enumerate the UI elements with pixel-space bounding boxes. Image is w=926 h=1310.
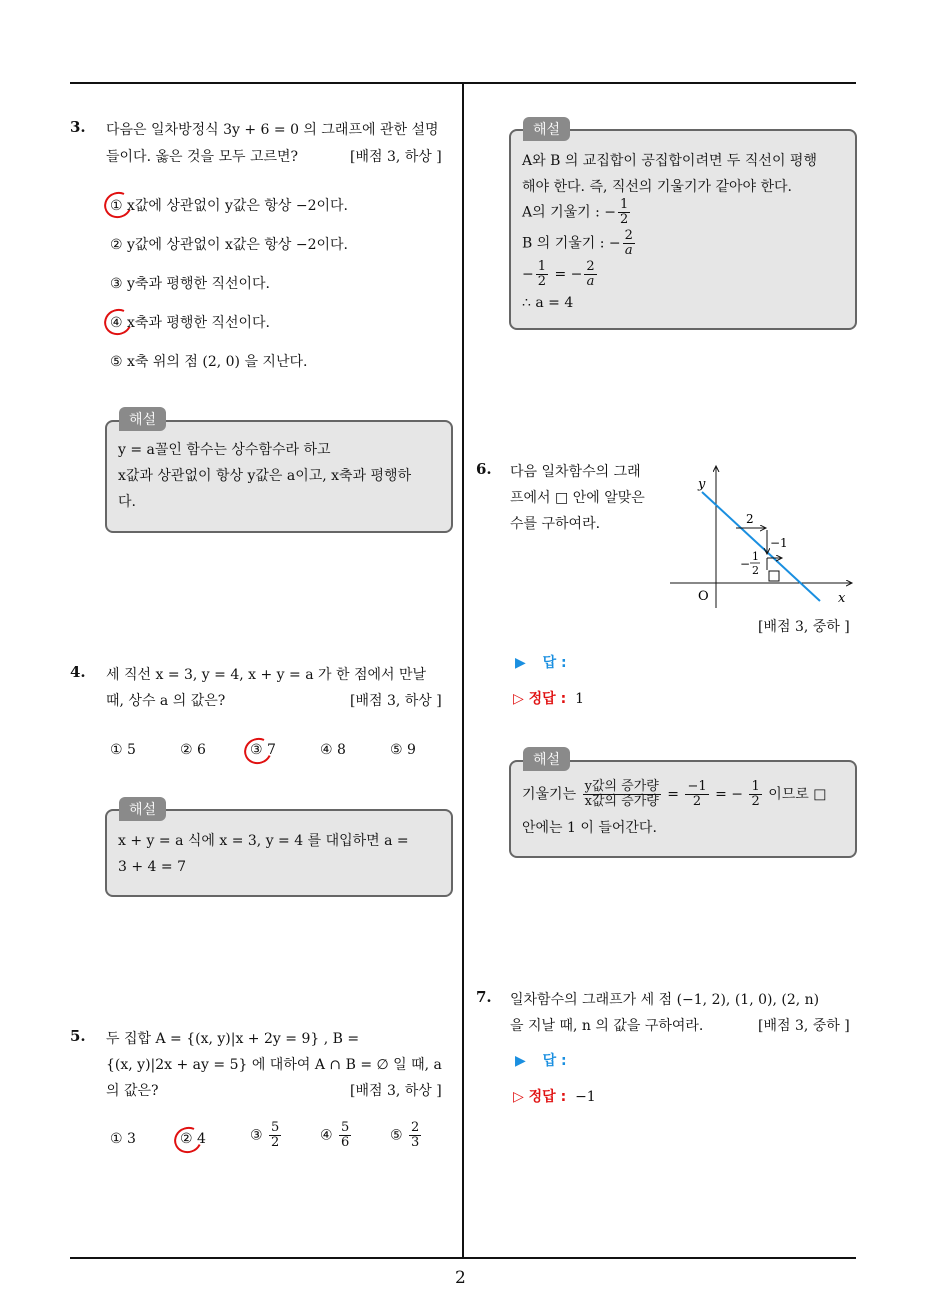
q4-solution-tag: 해설 xyxy=(119,797,166,821)
column-divider xyxy=(462,84,464,1259)
q3-solution-line2: x값과 상관없이 항상 y값은 a이고, x축과 평행하 xyxy=(118,468,412,484)
q4-choice5-mark: ⑤ xyxy=(390,742,403,758)
q5-equation xyxy=(522,260,599,289)
q4-stem-line1: 세 직선 x = 3, y = 4, x + y = a 가 한 점에서 만날 xyxy=(106,667,427,683)
q6-sol-frac1-den: x값의 증가량 xyxy=(584,794,659,809)
q6-y-label: y xyxy=(698,477,706,492)
q5-slope-b-label: B 의 기울기 : − xyxy=(522,235,621,252)
q4-choice-1[interactable] xyxy=(110,742,136,758)
q3-number: 3. xyxy=(70,118,86,136)
q4-choice-3[interactable] xyxy=(250,742,276,758)
q4-choice2-mark: ② xyxy=(180,742,193,758)
q5-choice5-mark: ⑤ xyxy=(390,1127,403,1144)
page-number: 2 xyxy=(455,1268,466,1288)
q6-sol-eq2: = − xyxy=(715,786,744,803)
q5-choice5-num: 2 xyxy=(411,1120,420,1135)
q6-sol-frac3 xyxy=(749,780,761,809)
q6-correct-value: 1 xyxy=(575,691,584,707)
q6-number: 6. xyxy=(476,460,492,478)
q6-origin-label: O xyxy=(698,589,709,604)
q6-answer-row xyxy=(515,652,567,672)
q5-choice3-den: 2 xyxy=(271,1135,280,1150)
q3-meta: [배점 3, 하상 ] xyxy=(350,149,442,165)
q6-blank-box xyxy=(769,571,779,581)
q3-stem-line1: 다음은 일차방정식 3y + 6 = 0 의 그래프에 관한 설명 xyxy=(106,122,439,138)
q5-choice-1[interactable] xyxy=(110,1131,136,1147)
q6-solution-tag: 해설 xyxy=(523,747,570,771)
q4-choice-5[interactable] xyxy=(390,742,416,758)
q5-slope-b xyxy=(522,229,637,258)
q4-choice-2[interactable] xyxy=(180,742,206,758)
q6-correct-label: 정답 : xyxy=(528,691,567,707)
q4-choice4-text: 8 xyxy=(337,742,346,758)
q4-solution-line1: x + y = a 식에 x = 3, y = 4 를 대입하면 a = xyxy=(118,833,409,849)
q7-correct-label: 정답 : xyxy=(528,1089,567,1105)
q7-answer-label: 답 : xyxy=(542,1053,567,1069)
q4-choice5-text: 9 xyxy=(407,742,416,758)
q6-stem-line2: 프에서 □ 안에 알맞은 xyxy=(510,490,645,506)
q6-stem-line1: 다음 일차함수의 그래 xyxy=(510,464,641,480)
q6-sol-frac3-num: 1 xyxy=(751,779,760,794)
q6-solution-line2: 안에는 1 이 들어간다. xyxy=(522,820,657,836)
q5-slope-a-label: A의 기울기 : − xyxy=(522,204,617,221)
q3-choice-5[interactable] xyxy=(110,351,307,371)
q5-slope-a-den: 2 xyxy=(620,212,629,227)
q4-choice2-text: 6 xyxy=(197,742,206,758)
q6-sol-eq: = xyxy=(667,786,680,803)
q5-choice3-mark: ③ xyxy=(250,1127,263,1144)
q4-choice1-mark: ① xyxy=(110,742,123,758)
q3-choice-2[interactable] xyxy=(110,234,348,254)
q3-choice3-text: y축과 평행한 직선이다. xyxy=(127,276,270,292)
q6-solution-line1 xyxy=(522,780,826,809)
q3-choice3-mark: ③ xyxy=(110,276,123,292)
q5-choice-2[interactable] xyxy=(180,1131,206,1147)
q4-choice1-text: 5 xyxy=(127,742,136,758)
q5-choice3-num: 5 xyxy=(271,1120,280,1135)
q6-sol-frac2-den: 2 xyxy=(692,794,702,809)
q4-choice-4[interactable] xyxy=(320,742,346,758)
q5-choice4-den: 6 xyxy=(341,1135,350,1150)
q3-choice1-mark: ① xyxy=(110,198,123,214)
q5-choice-3[interactable] xyxy=(250,1121,283,1150)
q5-slope-a xyxy=(522,198,632,227)
q5-solution-line2: 해야 한다. 즉, 직선의 기울기가 같아야 한다. xyxy=(522,179,792,195)
q4-choice3-mark: ③ xyxy=(250,742,263,758)
q3-choice4-text: x축과 평행한 직선이다. xyxy=(127,315,270,331)
q6-answer-label: 답 : xyxy=(542,655,567,671)
q6-rise-label: −1 xyxy=(770,536,788,550)
q6-solution-box xyxy=(509,760,857,858)
q5-choice5-fraction xyxy=(409,1121,421,1150)
q4-solution-line2: 3 + 4 = 7 xyxy=(118,859,186,875)
q5-stem-line3: 의 값은? xyxy=(106,1083,159,1099)
q4-stem-line2: 때, 상수 a 의 값은? xyxy=(106,693,226,709)
q5-choice3-fraction xyxy=(269,1121,281,1150)
q3-choice5-mark: ⑤ xyxy=(110,354,123,370)
play-triangle-filled-icon: ▶ xyxy=(515,655,526,671)
q6-graph xyxy=(664,460,860,610)
q5-eq-mid: = − xyxy=(554,266,583,283)
q5-solution-tag: 해설 xyxy=(523,117,570,141)
q3-choice4-mark: ④ xyxy=(110,315,123,331)
q5-eq-left-frac xyxy=(536,260,548,289)
q5-eq-left: − xyxy=(522,266,534,283)
q6-half-sign: − xyxy=(740,557,751,571)
q3-choice5-text: x축 위의 점 (2, 0) 을 지난다. xyxy=(127,354,308,370)
q5-eq-l-num: 1 xyxy=(537,259,547,274)
q7-answer-row xyxy=(515,1050,567,1070)
q7-correct-value: −1 xyxy=(575,1089,596,1105)
q3-choice2-text: y값에 상관없이 x값은 항상 −2이다. xyxy=(127,237,348,253)
q5-choice-5[interactable] xyxy=(390,1121,423,1150)
play-triangle-outline-icon: ▷ xyxy=(513,1089,524,1105)
q5-solution-line1: A와 B 의 교집합이 공집합이려면 두 직선이 평행 xyxy=(522,153,817,169)
play-triangle-outline-icon: ▷ xyxy=(513,691,524,707)
q5-slope-a-num: 1 xyxy=(620,197,629,212)
q5-choice5-den: 3 xyxy=(411,1135,420,1150)
q6-sol-frac3-den: 2 xyxy=(751,794,760,809)
q3-choice-3[interactable] xyxy=(110,273,270,293)
q4-meta: [배점 3, 하상 ] xyxy=(350,693,442,709)
q5-number: 5. xyxy=(70,1027,86,1045)
q7-stem-line2: 을 지날 때, n 의 값을 구하여라. xyxy=(510,1018,704,1034)
q6-half-num: 1 xyxy=(752,550,759,563)
play-triangle-filled-icon: ▶ xyxy=(515,1053,526,1069)
q5-choice1-mark: ① xyxy=(110,1131,123,1147)
q5-slope-b-num: 2 xyxy=(624,228,633,243)
q7-meta: [배점 3, 중하 ] xyxy=(758,1018,850,1034)
q5-conclusion: ∴ a = 4 xyxy=(522,295,574,311)
q5-stem-line2: {(x, y)|2x + ay = 5} 에 대하여 A ∩ B = ∅ 일 때, a xyxy=(106,1057,442,1073)
q6-half-den: 2 xyxy=(752,564,759,577)
q7-stem-line1: 일차함수의 그래프가 세 점 (−1, 2), (1, 0), (2, n) xyxy=(510,992,820,1008)
q5-choice4-num: 5 xyxy=(341,1120,350,1135)
q6-correct-row xyxy=(513,688,584,708)
q5-choice4-mark: ④ xyxy=(320,1127,333,1144)
q5-eq-right-frac xyxy=(584,260,596,289)
q5-slope-b-den: a xyxy=(624,243,633,258)
q4-choice3-text: 7 xyxy=(267,742,276,758)
q5-slope-a-frac xyxy=(618,198,630,227)
q6-sol-prefix: 기울기는 xyxy=(522,786,577,803)
q4-number: 4. xyxy=(70,663,86,681)
q5-choice-4[interactable] xyxy=(320,1121,353,1150)
q3-choice2-mark: ② xyxy=(110,237,123,253)
q5-slope-b-frac xyxy=(623,229,635,258)
q5-eq-r-num: 2 xyxy=(586,259,595,274)
q3-choice-1[interactable] xyxy=(110,195,348,215)
q6-x-label: x xyxy=(838,591,846,606)
q3-choice1-text: x값에 상관없이 y값은 항상 −2이다. xyxy=(127,198,348,214)
q7-correct-row xyxy=(513,1086,596,1106)
q5-eq-l-den: 2 xyxy=(537,274,547,289)
q6-sol-frac2 xyxy=(685,780,708,809)
q6-sol-frac2-num: −1 xyxy=(687,779,707,794)
q5-eq-r-den: a xyxy=(586,274,595,289)
q5-choice2-text: 4 xyxy=(197,1131,206,1147)
q6-function-line xyxy=(702,492,820,601)
q5-choice4-fraction xyxy=(339,1121,351,1150)
q7-number: 7. xyxy=(476,988,492,1006)
bottom-rule xyxy=(70,1257,856,1259)
q6-stem-line3: 수를 구하여라. xyxy=(510,516,601,532)
q5-choice2-mark: ② xyxy=(180,1131,193,1147)
q4-choice4-mark: ④ xyxy=(320,742,333,758)
q3-stem-line2: 들이다. 옳은 것을 모두 고르면? xyxy=(106,149,299,165)
q5-choice1-text: 3 xyxy=(127,1131,136,1147)
q3-solution-tag: 해설 xyxy=(119,407,166,431)
q5-stem-line1: 두 집합 A = {(x, y)|x + 2y = 9} , B = xyxy=(106,1031,360,1047)
q6-run-label: 2 xyxy=(746,512,754,526)
q3-solution-line1: y = a꼴인 함수는 상수함수라 하고 xyxy=(118,442,331,458)
q5-meta: [배점 3, 하상 ] xyxy=(350,1083,442,1099)
q6-sol-frac1-num: y값의 증가량 xyxy=(584,779,659,794)
q3-choice-4[interactable] xyxy=(110,312,270,332)
q6-sol-frac1 xyxy=(583,780,661,809)
q6-sol-suffix: 이므로 □ xyxy=(768,786,827,803)
q3-solution-line3: 다. xyxy=(118,494,136,510)
q6-meta: [배점 3, 중하 ] xyxy=(758,619,850,635)
